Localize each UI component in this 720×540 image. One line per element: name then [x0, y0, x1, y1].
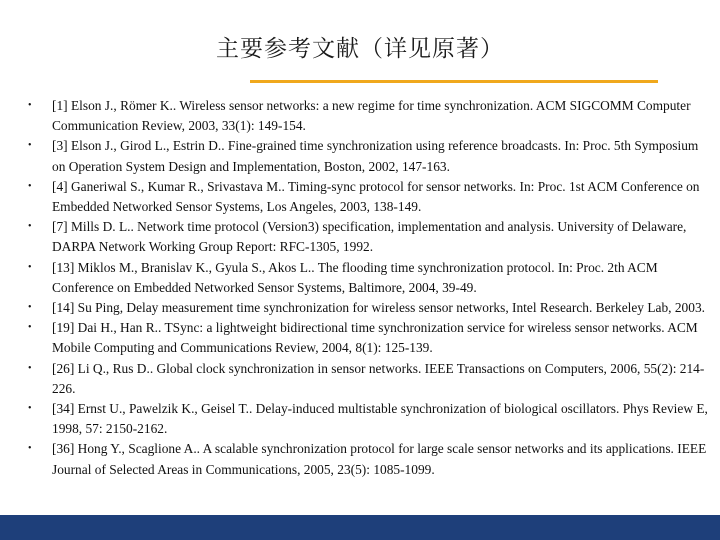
reference-text: [3] Elson J., Girod L., Estrin D.. Fine-grained time synchronization using reference broadcasts. In: Proc. 5th Symposium on Operation System Design and Implementation, Boston, 2002, 147-163.	[52, 138, 699, 174]
footer-bar	[0, 515, 720, 540]
bullet-icon: •	[28, 362, 32, 374]
reference-text: [13] Miklos M., Branislav K., Gyula S., Akos L.. The flooding time synchronization protocol. In: Proc. 2th ACM Conference on Embedded Networked Sensor Systems, Baltimore, 2004, 39-49.	[52, 259, 658, 295]
reference-text: [1] Elson J., Römer K.. Wireless sensor networks: a new regime for time synchronization. ACM SIGCOMM Computer Communication Review, 2003, 33(1): 149-154.	[52, 98, 691, 134]
bullet-icon: •	[28, 302, 32, 314]
bullet-icon: •	[28, 261, 32, 273]
reference-list	[28, 96, 708, 480]
reference-item	[28, 96, 708, 136]
reference-text: [26] Li Q., Rus D.. Global clock synchronization in sensor networks. IEEE Transactions on Computers, 2006, 55(2): 214-226.	[52, 360, 705, 396]
bullet-icon: •	[28, 180, 32, 192]
bullet-icon: •	[28, 403, 32, 415]
reference-item	[28, 177, 708, 217]
reference-item	[28, 359, 708, 399]
bullet-icon: •	[28, 443, 32, 455]
reference-item	[28, 399, 708, 439]
reference-text: [4] Ganeriwal S., Kumar R., Srivastava M.. Timing-sync protocol for sensor networks. In: Proc. 1st ACM Conference on Embedded Networked Sensor Systems, Los Angeles, 2003, 138-149.	[52, 178, 700, 215]
reference-item	[28, 258, 708, 298]
reference-text: [7] Mills D. L.. Network time protocol (Version3) specification, implementation and analysis. University of Delaware, DARPA Network Working Group Report: RFC-1305, 1992.	[52, 219, 687, 255]
bullet-icon: •	[28, 140, 32, 152]
title-underline	[250, 80, 658, 83]
reference-item	[28, 136, 708, 176]
reference-text: [34] Ernst U., Pawelzik K., Geisel T.. Delay-induced multistable synchronization of biological oscillators. Phys Review E, 1998, 57: 2150-2162.	[52, 401, 708, 437]
reference-text: [19] Dai H., Han R.. TSync: a lightweight bidirectional time synchronization service for wireless sensor networks. ACM Mobile Computing and Communications Review, 2004, 8(1): 125-139.	[52, 320, 698, 356]
reference-item	[28, 298, 708, 318]
reference-item	[28, 318, 708, 358]
bullet-icon: •	[28, 221, 32, 233]
reference-item	[28, 439, 708, 479]
bullet-icon: •	[28, 322, 32, 334]
reference-text: [36] Hong Y., Scaglione A.. A scalable synchronization protocol for large scale sensor networks and its applications. IEEE Journal of Selected Areas in Communications, 2005, 23(5): 1085-1099.	[52, 441, 707, 477]
reference-item	[28, 217, 708, 257]
bullet-icon: •	[28, 100, 32, 111]
slide-title: 主要参考文献（详见原著）	[216, 36, 504, 62]
reference-text: [14] Su Ping, Delay measurement time synchronization for wireless sensor networks, Intel Research. Berkeley Lab, 2003.	[52, 300, 705, 316]
